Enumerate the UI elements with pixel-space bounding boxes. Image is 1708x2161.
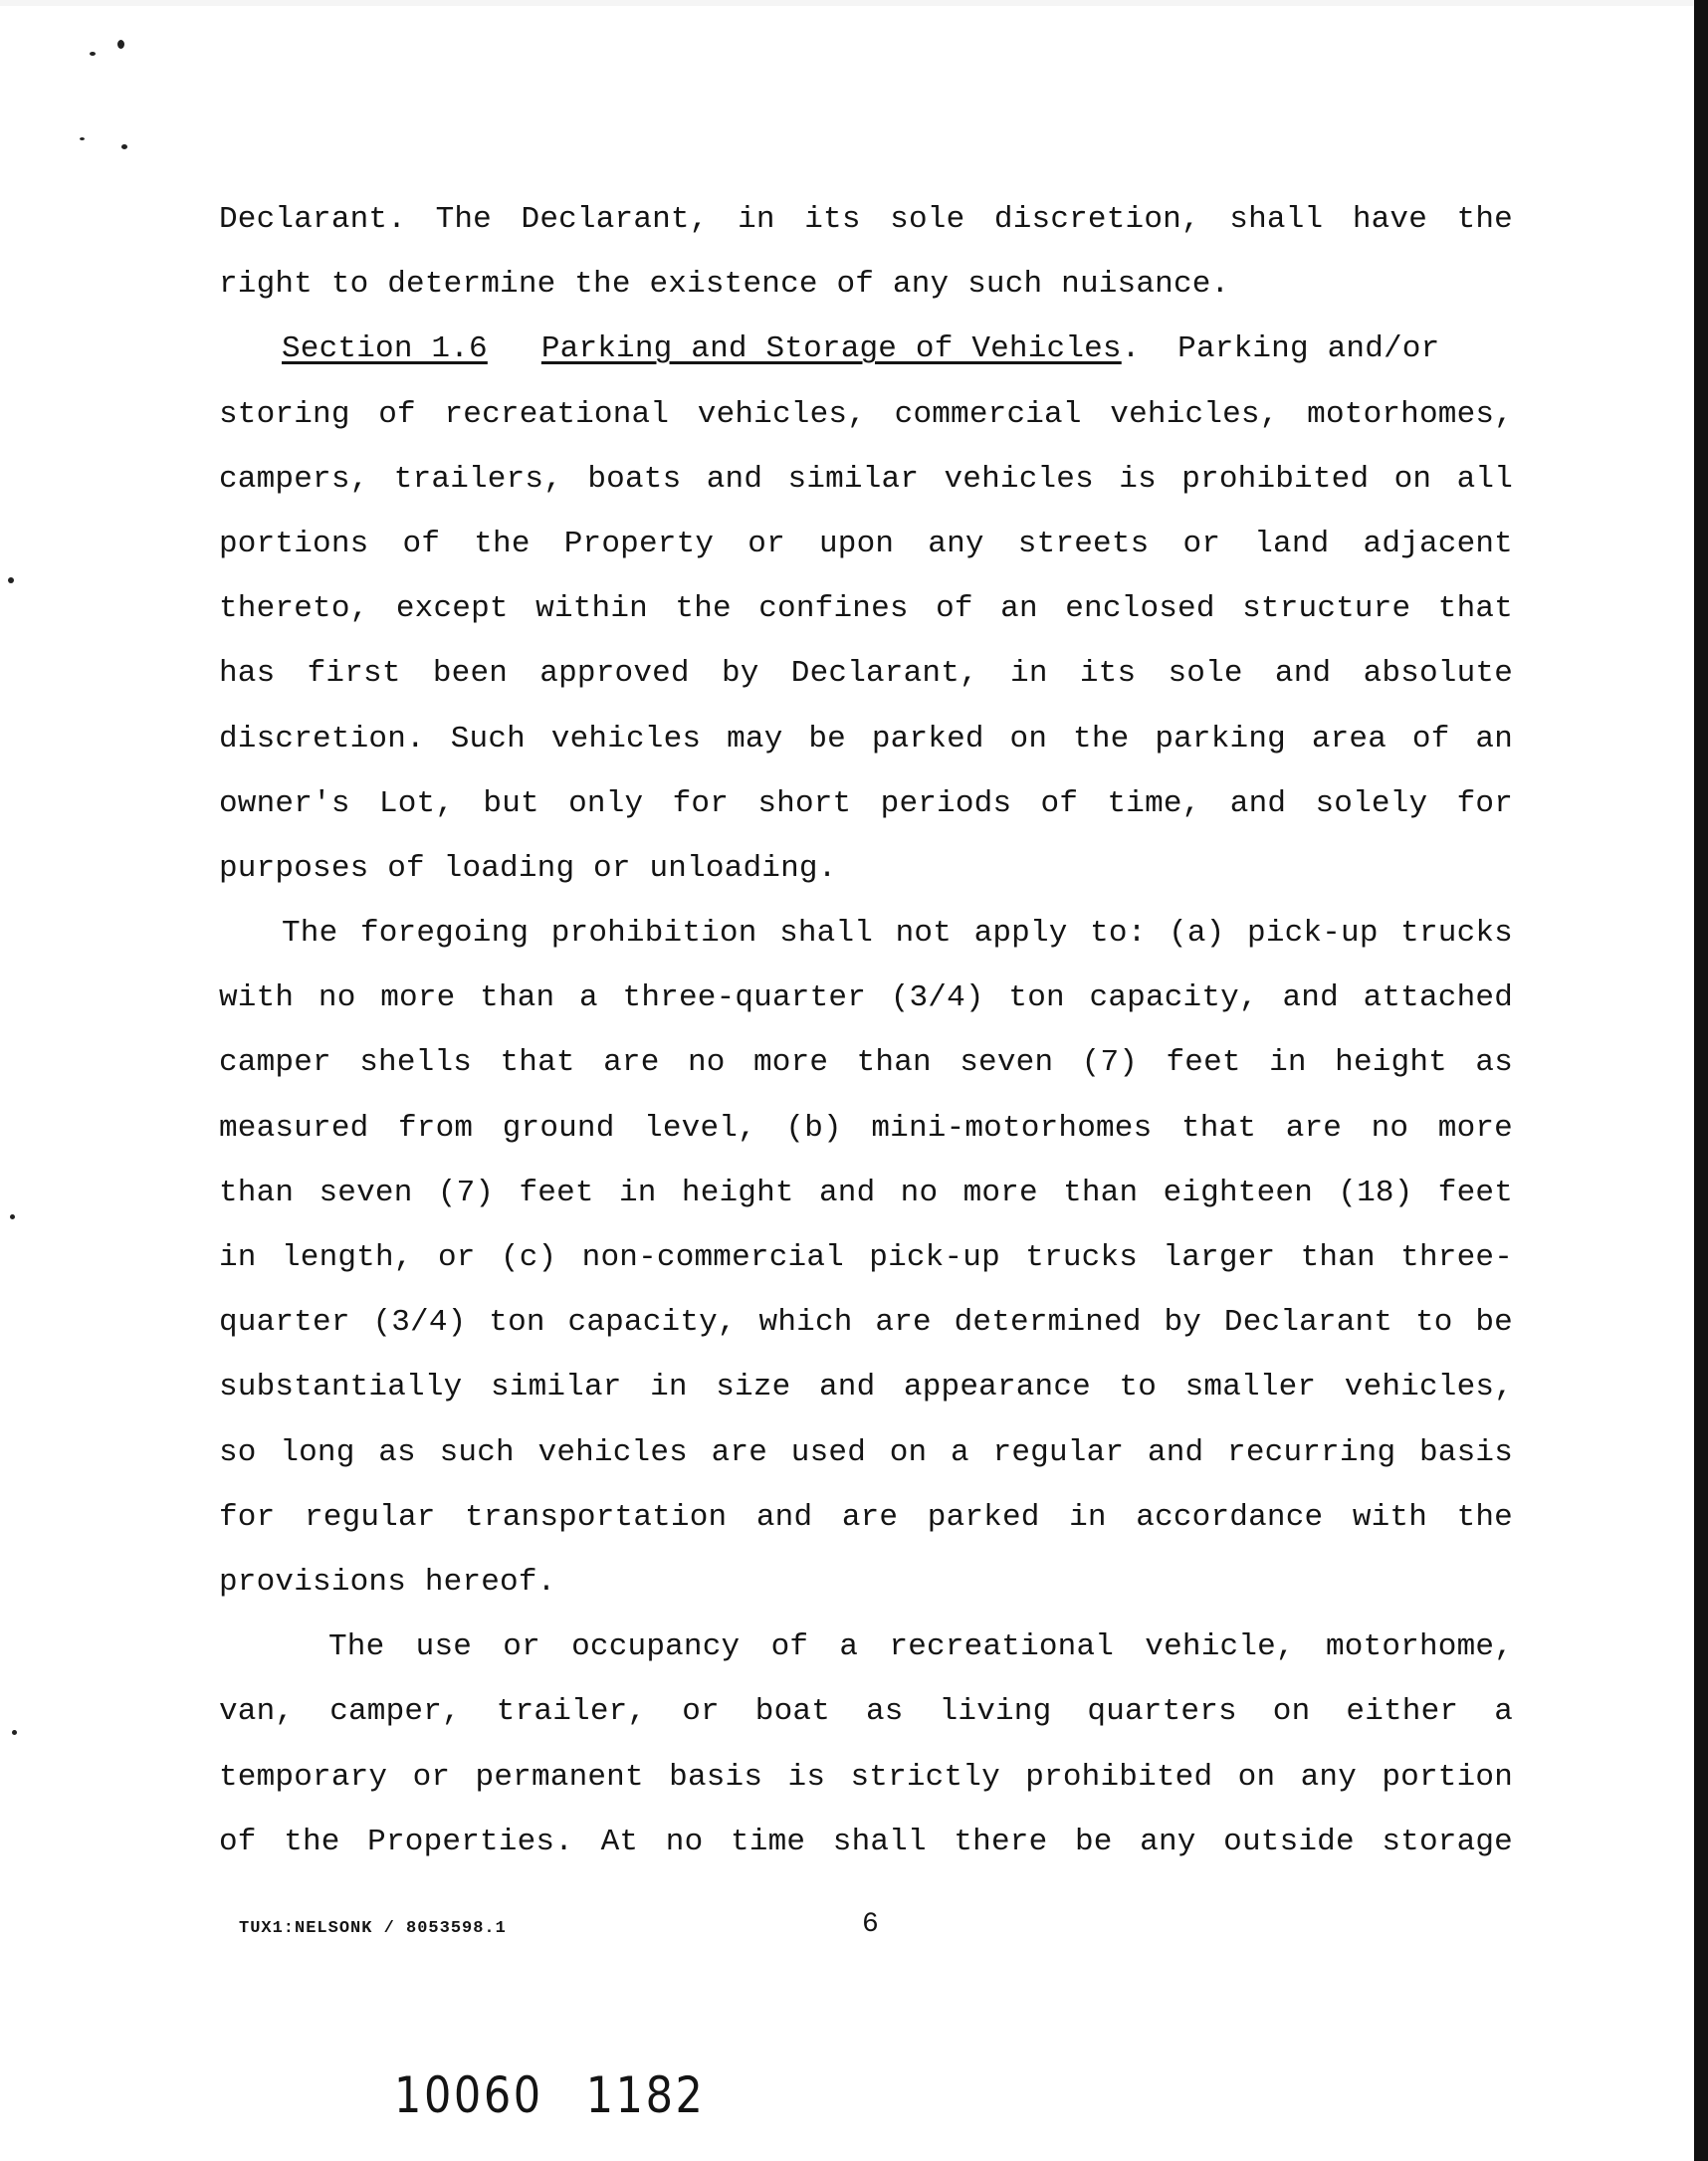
paragraph-exceptions: [219, 901, 1513, 1615]
text-line: Declarant. The Declarant, in its sole discretion, shall have the: [219, 202, 1513, 237]
stamp-book-number: 10060: [394, 2066, 543, 2124]
page-top-edge: [0, 0, 1708, 6]
section-heading: Parking and Storage of Vehicles: [540, 331, 1122, 367]
text-line: of the Properties. At no time shall there be any outside storage: [219, 1824, 1513, 1859]
scan-speck: [117, 40, 124, 49]
text-line: The foregoing prohibition shall not apply to: (a) pick-up trucks: [282, 916, 1513, 952]
section-number: Section 1.6: [282, 331, 488, 367]
text-line: right to determine the existence of any such nuisance.: [219, 267, 1230, 303]
text-line: so long as such vehicles are used on a regular and recurring basis: [219, 1434, 1513, 1470]
section-first-line-text: Parking and/or: [1177, 331, 1440, 367]
scan-speck: [80, 137, 85, 140]
text-line: than seven (7) feet in height and no more than eighteen (18) feet: [219, 1175, 1513, 1210]
text-line: measured from ground level, (b) mini-motorhomes that are no more: [219, 1110, 1513, 1146]
text-line: The use or occupancy of a recreational vehicle, motorhome,: [328, 1629, 1513, 1665]
document-body: [219, 187, 1513, 1874]
text-line: owner's Lot, but only for short periods of time, and solely for: [219, 785, 1513, 821]
text-line: thereto, except within the confines of an enclosed structure that: [219, 591, 1513, 627]
text-line: purposes of loading or unloading.: [219, 850, 837, 886]
text-line: with no more than a three-quarter (3/4) ton capacity, and attached: [219, 980, 1513, 1016]
text-line: campers, trailers, boats and similar vehicles is prohibited on all: [219, 461, 1513, 497]
scan-speck: [8, 577, 14, 583]
paragraph-living-quarters: [219, 1615, 1513, 1874]
scan-speck: [90, 52, 96, 56]
text-line: portions of the Property or upon any streets or land adjacent: [219, 526, 1513, 561]
text-line: substantially similar in size and appearance to smaller vehicles,: [219, 1370, 1513, 1405]
page-right-edge: [1694, 0, 1708, 2161]
section-parking-storage: [219, 317, 1513, 901]
paragraph-nuisance: [219, 187, 1513, 317]
text-line: temporary or permanent basis is strictly prohibited on any portion: [219, 1759, 1513, 1795]
scan-speck: [10, 1214, 15, 1219]
text-line: camper shells that are no more than seven (7) feet in height as: [219, 1045, 1513, 1081]
text-line: provisions hereof.: [219, 1564, 556, 1600]
text-line: van, camper, trailer, or boat as living quarters on either a: [219, 1694, 1513, 1730]
footer-document-reference: TUX1:NELSONK / 8053598.1: [239, 1919, 507, 1938]
text-line: for regular transportation and are parked in accordance with the: [219, 1499, 1513, 1535]
text-line: has first been approved by Declarant, in its sole and absolute: [219, 656, 1513, 692]
text-line: storing of recreational vehicles, commercial vehicles, motorhomes,: [219, 396, 1513, 432]
scan-speck: [121, 144, 127, 149]
stamp-page-number: 1182: [585, 2066, 706, 2124]
page-number: 6: [862, 1909, 879, 1940]
section-first-line: [219, 317, 1513, 381]
text-line: quarter (3/4) ton capacity, which are determined by Declarant to be: [219, 1305, 1513, 1341]
text-line: discretion. Such vehicles may be parked on the parking area of an: [219, 721, 1513, 756]
recording-stamp: [394, 2066, 705, 2124]
section-heading-period: .: [1121, 331, 1141, 367]
scan-speck: [12, 1730, 17, 1735]
text-line: in length, or (c) non-commercial pick-up trucks larger than three-: [219, 1240, 1513, 1275]
